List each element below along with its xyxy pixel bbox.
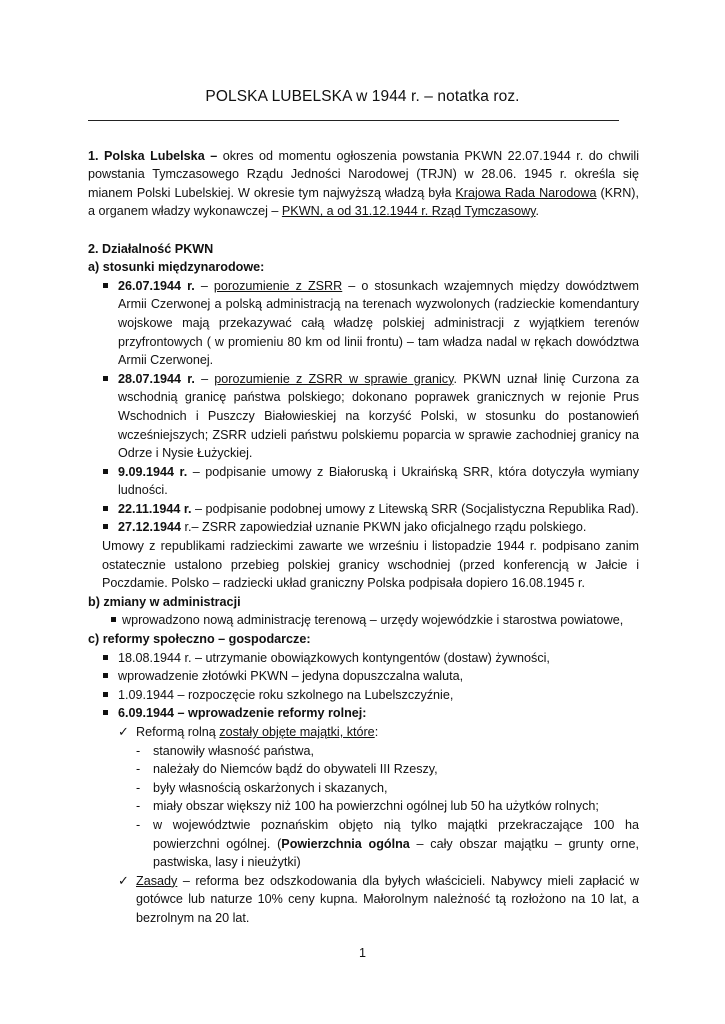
document-title: POLSKA LUBELSKA w 1944 r. – notatka roz. — [205, 88, 520, 105]
list-item: 27.12.1944 r.– ZSRR zapowiedział uznanie PKWN jako oficjalnego rządu polskiego. — [88, 518, 639, 537]
dash-item: - były własnością oskarżonych i skazanych, — [88, 779, 639, 798]
bullet-square-icon — [103, 655, 108, 660]
bullet-square-icon — [103, 692, 108, 697]
list-item: 1.09.1944 – rozpoczęcie roku szkolnego na Lubelszczyźnie, — [88, 686, 639, 705]
checkmark-item: ✓ Reformą rolną zostały objęte majątki, które: — [88, 723, 639, 742]
bullet-square-icon — [103, 673, 108, 678]
bullet-square-icon — [111, 617, 116, 622]
list-item: 26.07.1944 r. – porozumienie z ZSRR – o stosunkach wzajemnych między dowództwem Armii Czerwonej a polską administracją na terenach wyzwolonych (radzieckie komendantury wojskowe mają przekazywać całą władzę polskiej administracji z wyjątkiem terenów przyfrontowych ( w promieniu 80 km od linii frontu) – tam władza nadal w rękach dowództwa Armii Czerwonej. — [88, 277, 639, 370]
checkmark-icon: ✓ — [118, 872, 129, 888]
list-item: 22.11.1944 r. – podpisanie podobnej umowy z Litewską SRR (Socjalistyczna Republika Rad). — [88, 500, 639, 519]
dash-marker-icon: - — [136, 817, 141, 832]
section-2-heading: 2. Działalność PKWN — [88, 241, 214, 256]
subsection-a-note: Umowy z republikami radzieckimi zawarte we wrześniu i listopadzie 1944 r. podpisano zanim ostatecznie ustalono przebieg polskiej granicy wschodniej (przed konferencją w Jałcie i Poczdamie. Polsko – radziecki układ graniczny Polska podpisała dopiero 16.08.1945 r. — [102, 539, 639, 591]
list-item: 28.07.1944 r. – porozumienie z ZSRR w sprawie granicy. PKWN uznał linię Curzona za wschodnią granicę państwa polskiego; dokonano poprawek granicznych w rejonie Prus Wschodnich i Puszczy Białowieskiej na korzyść Polski, w stosunku do postanowień wcześniejszych; ZSRR udzieli państwu polskiemu poparcia w sprawie zachodniej granicy na Odrze i Nysie Łużyckiej. — [88, 370, 639, 463]
title-rule — [88, 120, 619, 121]
section-1-paragraph: 1. Polska Lubelska – okres od momentu ogłoszenia powstania PKWN 22.07.1944 r. do chwili powstania Tymczasowego Rządu Jedności Narodowej (TRJN) w 28.06. 1945 r. określa się mianem Polski Lubelskiej. W okresie tym najwyższą władzą była Krajowa Rada Narodowa (KRN), a organem władzy wykonawczej – PKWN, a od 31.12.1944 r. Rząd Tymczasowy. — [88, 148, 639, 219]
checkmark-item: ✓ Zasady – reforma bez odszkodowania dla byłych właścicieli. Nabywcy mieli zapłacić w gotówce lub naturze 10% ceny kupna. Małorolnym należność tą rozłożono na 10 lat, a bezrolnym na 20 lat. — [118, 872, 639, 925]
bullet-square-icon — [103, 283, 108, 288]
subsection-c-heading: c) reformy społeczno – gospodarcze: — [88, 632, 311, 647]
dash-item: - stanowiły własność państwa, — [88, 742, 639, 761]
section-1-number: 1. Polska Lubelska – — [88, 148, 218, 163]
dash-marker-icon: - — [136, 762, 141, 777]
dash-item: - należały do Niemców bądź do obywateli III Rzeszy, — [88, 760, 639, 779]
bullet-square-icon — [103, 376, 108, 381]
bullet-square-icon — [103, 506, 108, 511]
subsection-a-heading: a) stosunki międzynarodowe: — [88, 260, 265, 275]
dash-item: - w województwie poznańskim objęto nią tylko majątki przekraczające 100 ha powierzchni ogólnej. (Powierzchnia ogólna – cały obszar majątku – grunty orne, pastwiska, lasy i nieużytki) — [136, 817, 639, 870]
list-item: 6.09.1944 – wprowadzenie reformy rolnej: — [88, 704, 639, 723]
page-number: 1 — [358, 946, 366, 960]
list-item: 9.09.1944 r. – podpisanie umowy z Białoruską i Ukraińską SRR, która dotyczyła wymiany ludności. — [88, 463, 639, 500]
list-item: wprowadzenie złotówki PKWN – jedyna dopuszczalna waluta, — [88, 667, 639, 686]
dash-marker-icon: - — [136, 799, 141, 814]
document-body — [88, 128, 639, 928]
bullet-square-icon — [103, 710, 108, 715]
subsection-b-heading: b) zmiany w administracji — [88, 594, 241, 609]
dash-marker-icon: - — [136, 780, 141, 795]
bullet-square-icon — [103, 469, 108, 474]
dash-item: - miały obszar większy niż 100 ha powierzchni ogólnej lub 50 ha użytków rolnych; — [88, 797, 639, 816]
list-item: wprowadzono nową administrację terenową – urzędy wojewódzkie i starostwa powiatowe, — [88, 611, 639, 630]
list-item: 18.08.1944 r. – utrzymanie obowiązkowych kontyngentów (dostaw) żywności, — [88, 649, 639, 668]
bullet-square-icon — [103, 524, 108, 529]
checkmark-icon: ✓ — [118, 724, 129, 739]
dash-marker-icon: - — [136, 743, 141, 758]
